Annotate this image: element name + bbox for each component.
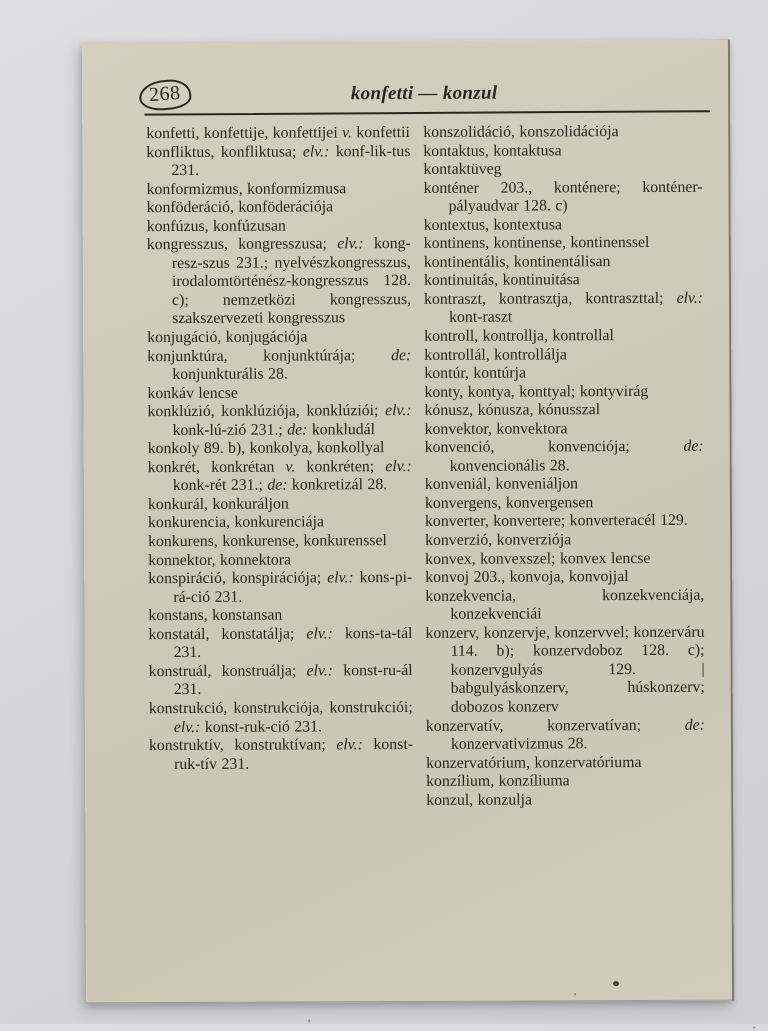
paper-speck [612,980,620,987]
dictionary-entry: konjugáció, konjugációja [147,328,308,347]
dictionary-entry: konzul, konzulja [426,791,533,809]
dictionary-entry: kongresszus, kongresszusa; elv.: kong-resz-szus 231.; nyelvészkongresszus, irodalomtörténész-kongresszus 128. c); nemzetközi kongresszus, szakszervezeti kongresszus [146,235,412,328]
dictionary-entry: kónusz, kónusza, kónusszal [424,401,601,420]
dictionary-entry: konkoly 89. b), konkolya, konkollyal [147,439,385,458]
dictionary-entry: konfúzus, konfúzusan [146,217,286,235]
header-rule [144,110,710,116]
dictionary-entry: konveniál, konveniáljon [424,475,579,494]
dictionary-entry: konnektor, konnektora [148,551,292,569]
dictionary-entry: konkurál, konkuráljon [147,495,289,514]
dictionary-entry: konzervatív, konzervatívan; de: konzervativizmus 28. [425,716,705,753]
left-column [146,124,413,811]
dictionary-entry: konspiráció, konspirációja; elv.: kons-pi-rá-ció 231. [148,569,413,606]
dictionary-entry: kontextus, kontextusa [423,216,563,234]
dictionary-entry: konvergens, konvergensen [424,494,594,512]
dictionary-entry: konzílium, konzíliuma [426,772,570,791]
dictionary-entry: konzerv, konzervje, konzervvel; konzerváru 114. b); konzervdoboz 128. c); konzervgulyás 129. | babgulyáskonzerv, húskonzerv; dobozos konzerv [425,623,705,716]
dictionary-entry: konzekvencia, konzekvenciája, konzekvenciái [425,586,705,624]
paper-speck [753,1026,755,1028]
dictionary-entry: kontúr, kontúrja [424,364,527,383]
dictionary-entry: kontroll, kontrollja, kontrollal [424,327,614,345]
dictionary-entry: konvenció, konvenciója; de: konvencionális 28. [424,438,704,475]
paper-speck [574,993,576,995]
dictionary-entry: konkrét, konkrétan v. konkréten; elv.: konk-rét 231.; de: konkretizál 28. [147,457,412,495]
dictionary-entry: konvex, konvexszel; konvex lencse [425,549,651,568]
dictionary-entry: konjunktúra, konjunktúrája; de: konjunkturális 28. [147,346,412,384]
dictionary-entry: konstatál, konstatálja; elv.: kons-ta-tál 231. [148,624,413,662]
right-column [423,123,705,810]
dictionary-entry: konkurencia, konkurenciája [147,513,324,532]
page-number-badge: 268 [138,78,192,112]
dictionary-entry: kontaktüveg [423,160,502,179]
page-header [82,40,730,123]
dictionary-entry: konklúzió, konklúziója, konklúziói; elv.: konk-lú-zió 231.; de: konkludál [147,402,412,439]
dictionary-entry: konzervatórium, konzervatóriuma [426,753,642,772]
dictionary-entry: konfetti, konfettije, konfettijei v. konfettii [146,123,410,143]
dictionary-entry: konvektor, konvektora [424,420,568,438]
dictionary-entry: konkurens, konkurense, konkurenssel [148,532,387,551]
dictionary-entry: kontraszt, kontrasztja, kontraszttal; elv.: kont-raszt [423,289,704,327]
dictionary-entry: konténer 203., konténere; konténer-pályaudvar 128. c) [423,178,703,216]
dictionary-page [82,40,734,1004]
dictionary-entry: konvoj 203., konvoja, konvojjal [425,568,629,587]
paper-speck [308,1019,310,1022]
dictionary-entry: konstrukció, konstrukciója, konstrukciói; elv.: konst-ruk-ció 231. [148,698,413,736]
dictionary-entry: konformizmus, konformizmusa [146,179,347,198]
dictionary-entry: konszolidáció, konszolidációja [423,123,619,141]
dictionary-entry: konty, kontya, konttyal; kontyvirág [424,382,649,401]
dictionary-entry: kontrollál, kontrollálja [424,345,567,364]
text-columns [146,123,705,812]
dictionary-entry: konföderáció, konföderációja [146,198,334,217]
dictionary-entry: konverzió, konverziója [425,531,572,549]
dictionary-entry: kontinentális, kontinentálisan [423,252,611,271]
dictionary-entry: konfliktus, konfliktusa; elv.: konf-lik-tus 231. [146,142,411,180]
dictionary-entry: kontaktus, kontaktusa [423,141,562,160]
dictionary-entry: kontinens, kontinense, kontinenssel [423,234,650,253]
dictionary-entry: kontinuitás, kontinuitása [423,271,580,290]
dictionary-entry: konkáv lencse [147,384,238,402]
running-head: konfetti — konzul [350,82,498,105]
dictionary-entry: konstans, konstansan [148,606,283,625]
dictionary-entry: konverter, konvertere; konverteracél 129. [424,512,688,531]
dictionary-entry: konstruál, konstruálja; elv.: konst-ru-ál 231. [148,661,413,699]
dictionary-entry: konstruktív, konstruktívan; elv.: konst-ruk-tív 231. [148,736,413,773]
